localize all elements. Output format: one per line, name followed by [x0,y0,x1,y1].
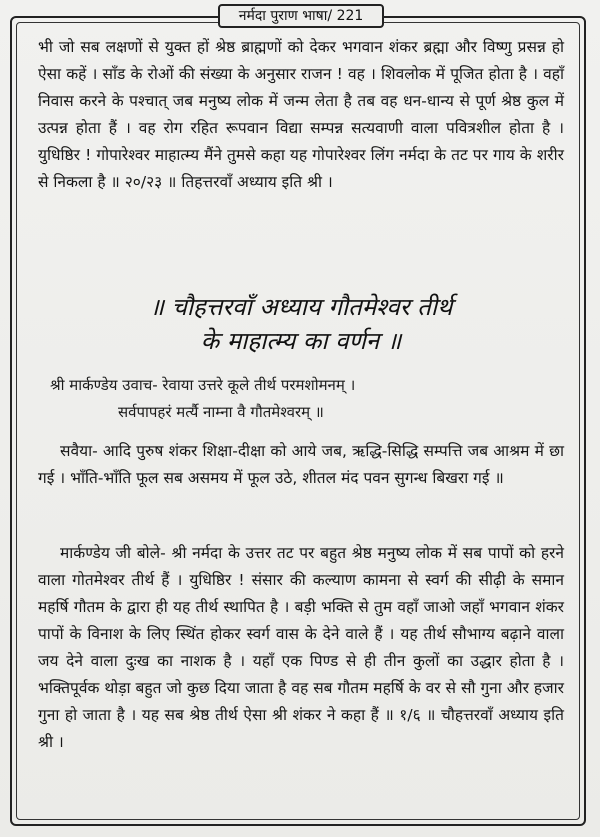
markandeya-paragraph [38,540,564,756]
page-header: नर्मदा पुराण भाषा/ 221 [218,4,384,28]
savaiya-paragraph [38,438,564,492]
chapter-heading-line2: के माहात्म्य का वर्णन ॥ [200,327,402,355]
chapter-heading-line1: ॥ चौहत्तरवाँ अध्याय गौतमेश्वर तीर्थ [149,293,453,321]
sanskrit-shloka [38,372,564,426]
chapter-heading [38,290,564,358]
intro-paragraph [38,34,564,196]
markandeya-text: मार्कण्डेय जी बोले- श्री नर्मदा के उत्तर तट पर बहुत श्रेष्ठ मनुष्य लोक में सब पापों को हरने वाला गोतमेश्वर तीर्थ हैं । युधिष्ठिर ! संसार की कल्याण कामना से स्वर्ग की सीढ़ी के समान महर्षि गौतम के द्वारा ही यह तीर्थ स्थापित है । बड़ी भक्ति से तुम वहाँ जाओ जहाँ भगवान शंकर पापों के विनाश के लिए स्थिंत होकर स्वर्ग वास के देने वाले हैं । यह तीर्थ सौभाग्य बढ़ाने वाला जय देने वाला दुःख का नाशक है । यहाँ एक पिण्ड से ही तीन कुलों का उद्धार होता है । भक्तिपूर्वक थोड़ा बहुत जो कुछ दिया जाता है वह सब गौतम महर्षि के वर से सौ गुना और हजार गुना हो जाता है । यह सब श्रेष्ठ तीर्थ ऐसा श्री शंकर ने कहा हैं ॥ १/६ ॥ चौहत्तरवाँ अध्याय इति श्री । [38,544,564,751]
intro-text: भी जो सब लक्षणों से युक्त हों श्रेष्ठ ब्राह्मणों को देकर भगवान शंकर ब्रह्मा और विष्णु प्रसन्न हो ऐसा कहें । साँड के रोओं की संख्या के अनुसार राजन ! वह । शिवलोक में पूजित होता है । वहाँ निवास करने के पश्चात् जब मनुष्य लोक में जन्म लेता है तब वह धन-धान्य से पूर्ण श्रेष्ठ कुल में उत्पन्न होता हैं । वह रोग रहित रूपवान विद्या सम्पन्न सत्यवाणी वाला पवित्रशील होता है । युधिष्ठिर ! गोपारेश्वर माहात्म्य मैंने तुमसे कहा यह गोपारेश्वर लिंग नर्मदा के तट पर गाय के शरीर से निकला है ॥ २०/२३ ॥ तिहत्तरवाँ अध्याय इति श्री । [38,38,564,191]
shloka-line1: श्री मार्कण्डेय उवाच- रेवाया उत्तरे कूले तीर्थ परमशोमनम् । [50,376,356,394]
savaiya-text: सवैया- आदि पुरुष शंकर शिक्षा-दीक्षा को आये जब, ऋद्धि-सिद्धि सम्पत्ति जब आश्रम में छा गई । भाँति-भाँति फूल सब असमय में फूल उठे, शीतल मंद पवन सुगन्ध बिखरा गई ॥ [38,442,564,487]
shloka-line2: सर्वपापहरं मर्त्यै नाम्ना वै गौतमेश्वरम् ॥ [118,403,324,421]
